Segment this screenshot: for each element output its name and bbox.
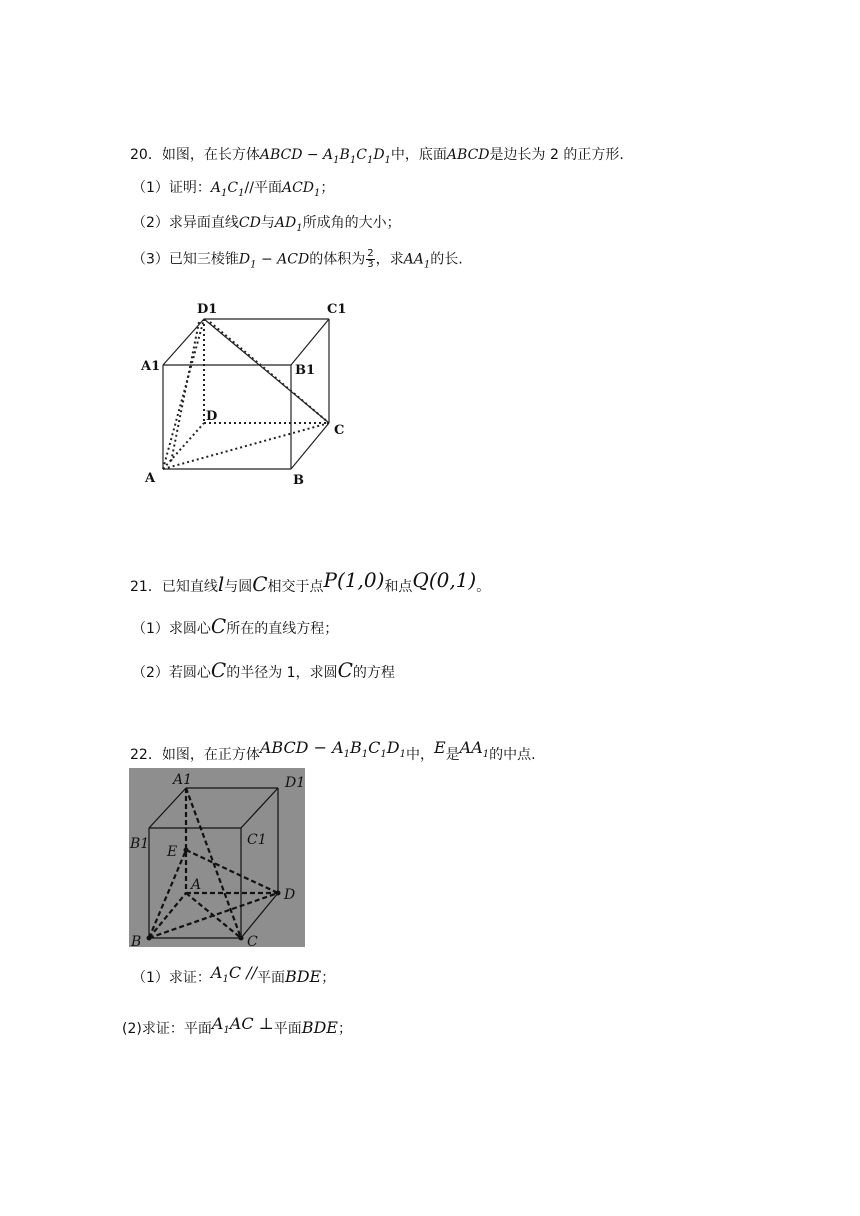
- sub: 1: [423, 259, 431, 271]
- vertex-label: C: [334, 423, 345, 438]
- math: [211, 1014, 274, 1037]
- vertex-dot: [239, 936, 244, 941]
- q20-solid-name: ABCD − A: [259, 147, 334, 163]
- math: CD: [238, 215, 261, 231]
- math: A: [211, 1014, 224, 1033]
- part-text: （1）求圆心: [132, 621, 211, 637]
- vertex-label: C1: [327, 302, 347, 317]
- q22-stem: [130, 735, 536, 768]
- q20-part3: [132, 249, 463, 275]
- sub: 1: [222, 974, 229, 986]
- math: ACD: [281, 180, 314, 196]
- vertex-label: D: [206, 409, 218, 424]
- vertex-label: A1: [173, 772, 193, 788]
- circle-c: C: [210, 658, 227, 682]
- sub: 1: [250, 259, 257, 271]
- q20-part1: [132, 178, 334, 204]
- part-text: 所成角的大小；: [302, 215, 401, 231]
- part-text: （1）证明：: [132, 180, 211, 196]
- vertex-label: A: [191, 877, 202, 893]
- sub: 1: [221, 187, 228, 199]
- part-text: 的长.: [430, 251, 463, 268]
- plane-bde: BDE: [301, 1018, 338, 1037]
- plane-bde: BDE: [284, 967, 322, 986]
- math: A: [210, 180, 222, 196]
- sub: 1: [399, 749, 406, 761]
- math: D: [386, 738, 400, 757]
- math: C //: [228, 963, 257, 982]
- q21-part2: [132, 657, 395, 686]
- point-p: P(1,0): [323, 568, 385, 592]
- vertex-label: C: [247, 934, 258, 947]
- q21-stem-text: 相交于点: [267, 579, 324, 595]
- q20-solid-name: B: [339, 147, 350, 163]
- circle-c: C: [252, 572, 268, 596]
- sub: 1: [361, 749, 369, 761]
- q21-stem-text: 。: [476, 579, 491, 595]
- q22-stem-text: 是: [445, 747, 460, 763]
- math: AC ⊥: [229, 1014, 274, 1033]
- part-text: （2）求异面直线: [132, 215, 239, 231]
- math: [210, 963, 257, 986]
- sub: 1: [349, 154, 357, 166]
- math: ABCD − A: [259, 738, 344, 757]
- q21-part1: [132, 613, 338, 642]
- q22-solid-name: [259, 738, 406, 761]
- sub: 1: [238, 187, 245, 199]
- part-text: 与: [260, 215, 275, 231]
- q21-stem-text: 与圆: [224, 579, 253, 595]
- part-text: 的半径为 1，求圆: [226, 665, 338, 681]
- q20-stem-text: 中，底面: [390, 147, 447, 163]
- fraction: [366, 249, 374, 270]
- denominator: 3: [367, 259, 374, 270]
- vertex-label: D: [284, 887, 296, 903]
- q20-cuboid-figure: [135, 292, 360, 492]
- segment-aa1: [459, 738, 490, 761]
- part-text: ；: [337, 1021, 352, 1037]
- point-e: E: [433, 738, 446, 757]
- vertex-label: B: [131, 934, 142, 947]
- q20-base-name: ABCD: [446, 147, 490, 163]
- dotted-edge: [163, 423, 204, 469]
- edge: [291, 319, 329, 365]
- part-text: 平面: [256, 970, 285, 986]
- sub: 1: [482, 749, 490, 761]
- sub: 1: [366, 154, 374, 166]
- part-text: ，求: [375, 251, 404, 268]
- vertex-label: D1: [285, 775, 305, 791]
- part-text: ；: [321, 970, 336, 986]
- part-text: ；: [320, 180, 335, 196]
- numerator: 2: [367, 248, 374, 259]
- q22-part1: [132, 960, 335, 993]
- point-q: Q(0,1): [412, 568, 477, 592]
- q22-stem-text: 中，: [405, 747, 434, 763]
- q21-stem: [130, 566, 490, 601]
- vertex-label: E: [167, 844, 178, 860]
- q22-cube-figure: [129, 768, 305, 947]
- math: − ACD: [256, 251, 310, 268]
- math: AA: [403, 251, 424, 268]
- edge: [291, 423, 329, 469]
- sub: 1: [384, 154, 391, 166]
- math: AA: [459, 738, 483, 757]
- part-text: (2)求证：平面: [122, 1021, 212, 1037]
- vertex-label: B1: [130, 836, 150, 852]
- q21-stem-text: 21．已知直线: [130, 579, 218, 595]
- vertex-label: A1: [141, 359, 161, 374]
- part-text: //平面: [244, 180, 282, 196]
- part-text: 所在的直线方程；: [226, 621, 339, 637]
- part-text: （2）若圆心: [132, 665, 211, 681]
- vertex-dot: [184, 848, 189, 853]
- sub: 1: [333, 154, 340, 166]
- q20-part2: [132, 213, 401, 239]
- dotted-edge: [171, 322, 199, 462]
- line-l: l: [217, 572, 225, 596]
- q22-part2: [122, 1011, 352, 1044]
- vertex-label: B: [293, 473, 304, 488]
- part-text: 平面: [273, 1021, 302, 1037]
- sub: 1: [343, 749, 351, 761]
- part-text: （1）求证：: [132, 970, 211, 986]
- part-text: （3）已知三棱锥: [132, 251, 239, 268]
- dotted-edge: [163, 423, 329, 469]
- q20-stem-text: 是边长为 2 的正方形.: [489, 147, 624, 163]
- q20-stem-text: 20．如图，在长方体: [130, 147, 260, 163]
- math: D: [238, 251, 251, 268]
- q22-stem-text: 22．如图，在正方体: [130, 747, 260, 763]
- circle-c: C: [337, 658, 353, 682]
- part-text: 的体积为: [309, 251, 366, 268]
- q21-stem-text: 和点: [384, 579, 413, 595]
- vertex-label: C1: [247, 832, 267, 848]
- math: C: [227, 180, 239, 196]
- sub: 1: [314, 187, 321, 199]
- sub: 1: [296, 222, 303, 234]
- vertex-dot: [147, 936, 152, 941]
- math: AD: [274, 215, 297, 231]
- vertex-label: A: [145, 471, 156, 486]
- q22-stem-text: 的中点.: [489, 747, 536, 763]
- math: A: [210, 963, 223, 982]
- q20-solid-name: D: [373, 147, 385, 163]
- q20-solid-name: C: [356, 147, 367, 163]
- sub: 1: [380, 749, 387, 761]
- vertex-label: B1: [295, 363, 316, 378]
- math: C: [368, 738, 381, 757]
- circle-c: C: [210, 614, 227, 638]
- vertex-label: D1: [197, 302, 218, 317]
- math: B: [350, 738, 362, 757]
- part-text: 的方程: [352, 665, 395, 681]
- vertex-dot: [276, 891, 281, 896]
- sub: 1: [223, 1025, 230, 1037]
- q20-stem: [130, 145, 624, 171]
